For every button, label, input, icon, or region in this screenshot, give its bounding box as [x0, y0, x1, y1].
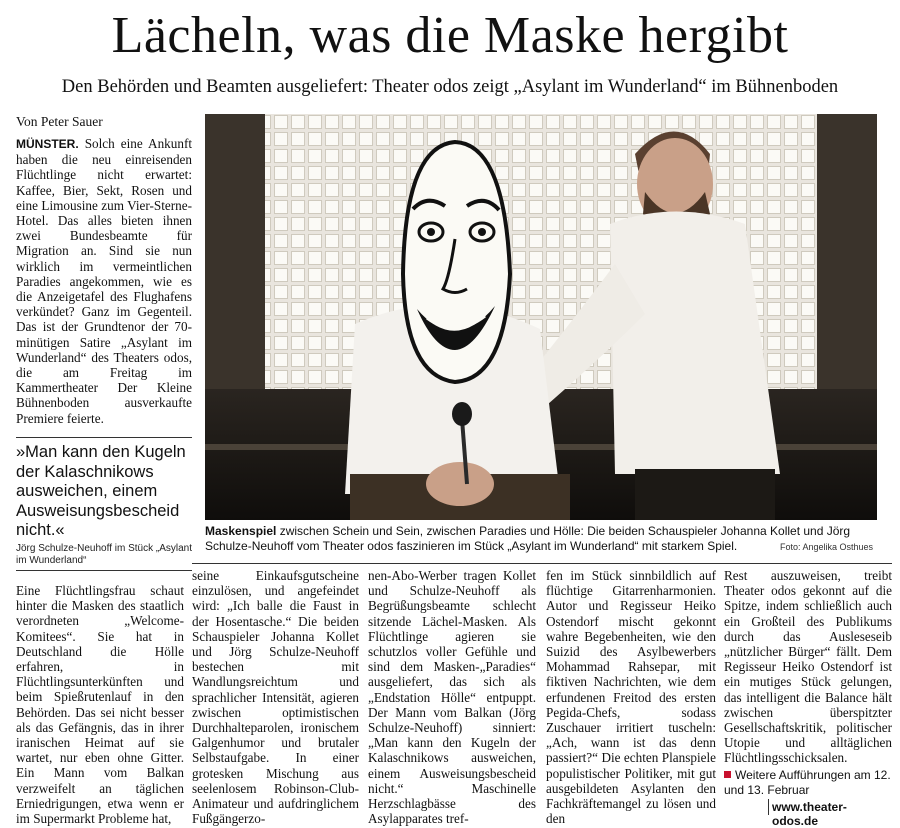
dateline: MÜNSTER. — [16, 137, 79, 151]
body-top-rule — [192, 563, 892, 564]
column-1: Eine Flüchtlingsfrau schaut hinter die Masken des staatlich verordneten „Welcome-Komitees“. Sie hat in Deutschland die Hölle erfahren, in Flüchtlingsunterkünften und beim Spießrutenlauf in den Behörden. Das sei nicht besser als das Gefängnis, das in ihrer iranischen Heimat auf sie wartet, nur eben ohne Gitter. Ein Mann vom Balkan verzweifelt an täglichen Erniedrigungen, etwa wenn er im Supermarkt Probleme hat, — [16, 583, 184, 827]
performance-info — [724, 768, 892, 798]
subheadline: Den Behörden und Beamten ausgeliefert: Theater odos zeigt „Asylant im Wunderland“ im Bühnenboden — [61, 77, 839, 97]
intro-text: Solch eine Ankunft haben die neu einreisenden Flüchtlinge nicht erwartet: Kaffee, Bier, Sekt, Rosen und eine Limousine zum Vier-Sterne-Hotel. Das alles bieten ihnen zwei Bundesbeamte für Migration an. Sind sie nun wirklich im vermeintlichen Paradies angekommen, wie es die Anzeigetafel des Flughafens verkündet? Ganz im Gegenteil. Das ist der Grundtenor der 70-minütigen Satire „Asylant im Wunderland“ des Theaters odos, die am Freitag im Kammertheater Der Kleine Bühnenboden ausverkaufte Premiere feierte. — [16, 136, 192, 426]
column-4: fen im Stück sinnbildlich auf flüchtige Gitarrenharmonien. Autor und Regisseur Heiko Ostendorf mischt gekonnt wahre Begebenheiten, wie den Suizid des Asylbewerbers Mohammad Rahsepar, mit fiktiven Nachrichten, wie dem erfundenen Freitod des ersten Pegida-Chefs, sodass Zuschauer irritiert tuscheln: „Ach, wann ist das denn passiert?“ Die echten Planspiele populistischer Politiker, mit gut ausgebildeten Asylanten den Fachkräftemangel zu lösen und den — [546, 568, 716, 827]
caption-lead: Maskenspiel — [205, 524, 277, 538]
quote-top-rule — [16, 437, 192, 438]
web-rule — [768, 799, 769, 815]
caption-text: zwischen Schein und Sein, zwischen Paradies und Hölle: Die beiden Schauspieler Johanna Kollet und Jörg Schulze-Neuhoff vom Theater odos faszinieren im Stück „Asylant im Wunderland“ mit starkem Spiel. — [205, 524, 851, 553]
quote-bottom-rule — [16, 570, 192, 571]
stage-photo — [205, 114, 877, 520]
column-2: seine Einkaufsgutscheine einzulösen, und angefeindet wird: „Ich balle die Faust in der Hosentasche.“ Die beiden Schauspieler Johanna Kollet und Jörg Schulze-Neuhoff bestechen mit Wandlungsreichtum und sprachlicher Intensität, agieren zwischen optimistischen Durchhalteparolen, ironischem Galgenhumor und brutaler Selbstaufgabe. In einer grotesken Mischung aus seelenlosem Robinson-Club-Animateur und aufdringlichem Fußgängerzo- — [192, 568, 359, 827]
column-5: Rest auszuweisen, treibt Theater odos gekonnt auf die Spitze, indem schließlich auch ein Großteil des Publikums durch das Ausleseseib „nützlicher Bürger“ fällt. Dem Regisseur Heiko Ostendorf ist ein mutiges Stück gelungen, das intelligent die Balance hält zwischen überspitzter Gesellschaftskritik, politischer Utopie und alltäglichen Flüchtlingsschicksalen. — [724, 568, 892, 766]
website-link[interactable]: www.theater-odos.de — [772, 800, 847, 828]
performance-dates: Weitere Aufführungen am 12. und 13. Februar — [724, 768, 891, 797]
mask-face-icon — [403, 142, 510, 382]
pullquote-source: Jörg Schulze-Neuhoff im Stück „Asylant im Wunderland“ — [16, 543, 193, 566]
photo-caption — [205, 524, 877, 554]
pullquote: »Man kann den Kugeln der Kalaschnikows ausweichen, einem Ausweisungsbescheid nicht.« — [16, 443, 186, 539]
headline: Lächeln, was die Maske hergibt — [111, 7, 789, 64]
column-3: nen-Abo-Werber tragen Kollet und Schulze-Neuhoff als Begrüßungsbeamte schlecht sitzende Lächel-Masken. Als Flüchtlinge agieren sie schutzlos voller Gefühle und sind dem Masken-„Paradies“ ausgeliefert, das sich als „Endstation Hölle“ entpuppt. Der Mann vom Balkan (Jörg Schulze-Neuhoff) sinniert: „Man kann den Kugeln der Kalaschnikows ausweichen, einem Ausweisungsbescheid nicht.“ Maschinelle Herzschlagbässe des Asylapparates tref- — [368, 568, 536, 827]
photo-credit: Foto: Angelika Osthues — [780, 542, 874, 552]
byline: Von Peter Sauer — [16, 114, 103, 129]
info-bullet-icon — [724, 771, 731, 778]
intro-paragraph — [16, 136, 192, 426]
